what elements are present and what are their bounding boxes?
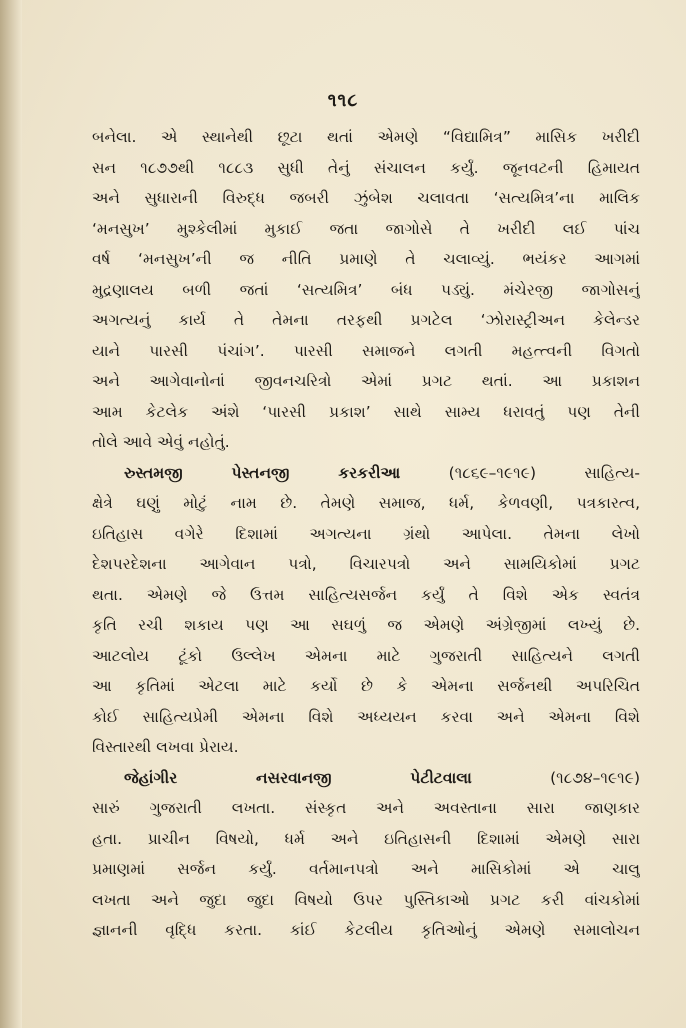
text-line: કૃતિ રચી શકાય પણ આ સઘળું જ એમણે અંગ્રેજીમાં લખ્યું છે. <box>92 616 640 634</box>
entry-heading: રુસ્તમજી પેસ્તનજી કરકરીઆ <box>124 463 401 482</box>
text-line: થતા. એમણે જે ઉત્તમ સાહિત્યસર્જન કર્યું તે વિશે એક સ્વતંત્ર <box>92 585 640 604</box>
page-body <box>92 122 640 946</box>
text-line: વર્ષ ‘મનસુખ’ની જ નીતિ પ્રમાણે તે ચલાવ્યું. ભયંકર આગમાં <box>92 250 640 268</box>
text-line <box>92 763 640 794</box>
text-line: તોલે આવે એવું નહોતું. <box>92 433 230 451</box>
text-line: ક્ષેત્રે ઘણું મોટું નામ છે. તેમણે સમાજ, ધર્મ, કેળવણી, પત્રકારત્વ, <box>92 494 640 512</box>
text-line <box>92 458 640 489</box>
text-line: દેશપરદેશના આગેવાન પત્રો, વિચારપત્રો અને સામયિકોમાં પ્રગટ <box>92 555 640 573</box>
text-line: આ કૃતિમાં એટલા માટે કર્યો છે કે એમના સર્જનથી અપરિચિત <box>92 677 640 695</box>
text-line: હતા. પ્રાચીન વિષયો, ધર્મ અને ઇતિહાસની દિશામાં એમણે સારા <box>92 829 640 848</box>
text-line: ઇતિહાસ વગેરે દિશામાં અગત્યના ગ્રંથો આપેલા. તેમના લેખો <box>92 524 640 543</box>
text-line: યાને પારસી પંચાંગ’. પારસી સમાજને લગતી મહત્ત્વની વિગતો <box>92 341 640 360</box>
text-line: બનેલા. એ સ્થાનેથી છૂટા થતાં એમણે “વિદ્યામિત્ર” માસિક ખરીદી <box>92 128 640 146</box>
entry-dates: (૧૮૬૯–૧૯૧૯) સાહિત્ય- <box>448 463 640 482</box>
text-line: કોઈ સાહિત્યપ્રેમી એમના વિશે અધ્યયન કરવા અને એમના વિશે <box>92 707 640 726</box>
text-line: મુદ્રણાલય બળી જતાં ‘સત્યમિત્ર’ બંધ પડ્યું. મંચેરજી જાગોસનું <box>92 280 640 299</box>
text-line: લખતા અને જુદા જુદા વિષયો ઉપર પુસ્તિકાઓ પ્રગટ કરી વાંચકોમાં <box>92 890 640 909</box>
text-line: આટલોય ટૂંકો ઉલ્લેખ એમના માટે ગુજરાતી સાહિત્યને લગતી <box>92 646 640 665</box>
page-number: ૧૧૮ <box>327 90 359 111</box>
page-gutter-shadow <box>0 0 22 1028</box>
paragraph-jehangir-petitwala <box>92 763 640 946</box>
text-line: વિસ્તારથી લખવા પ્રેરાય. <box>92 738 239 756</box>
text-line: આમ કેટલેક અંશે ‘પારસી પ્રકાશ’ સાથે સામ્ય ધરાવતું પણ તેની <box>92 402 640 421</box>
entry-dates: (૧૮૭૪–૧૯૧૯) <box>550 768 640 787</box>
entry-heading: જેહાંગીર નસરવાનજી પેટીટવાલા <box>124 768 472 787</box>
paragraph-mancherji-jagos <box>92 122 640 458</box>
text-line: જ્ઞાનની વૃદ્ધિ કરતા. કાંઈ કેટલીય કૃતિઓનું એમણે સમાલોચન <box>92 921 640 939</box>
text-line: પ્રમાણમાં સર્જન કર્યું. વર્તમાનપત્રો અને માસિકોમાં એ ચાલુ <box>92 860 640 878</box>
text-line: સન ૧૮૭૭થી ૧૮૮૩ સુધી તેનું સંચાલન કર્યું. જૂનવટની હિમાયત <box>92 158 640 177</box>
paragraph-rustamji-karkaria <box>92 458 640 763</box>
text-line: અને સુધારાની વિરુદ્ધ જબરી ઝુંબેશ ચલાવતા ‘સત્યમિત્ર’ના માલિક <box>92 189 640 207</box>
text-line: અગત્યનું કાર્ય તે તેમના તરફથી પ્રગટેલ ‘ઝોરાસ્ટ્રીઅન કેલેન્ડર <box>92 311 640 329</box>
text-line: અને આગેવાનોનાં જીવનચરિત્રો એમાં પ્રગટ થતાં. આ પ્રકાશન <box>92 372 640 390</box>
text-line: સારું ગુજરાતી લખતા. સંસ્કૃત અને અવસ્તાના સારા જાણકાર <box>92 799 640 817</box>
text-line: ‘મનસુખ’ મુશ્કેલીમાં મુકાઈ જતા જાગોસે તે ખરીદી લઈ પાંચ <box>92 219 640 238</box>
